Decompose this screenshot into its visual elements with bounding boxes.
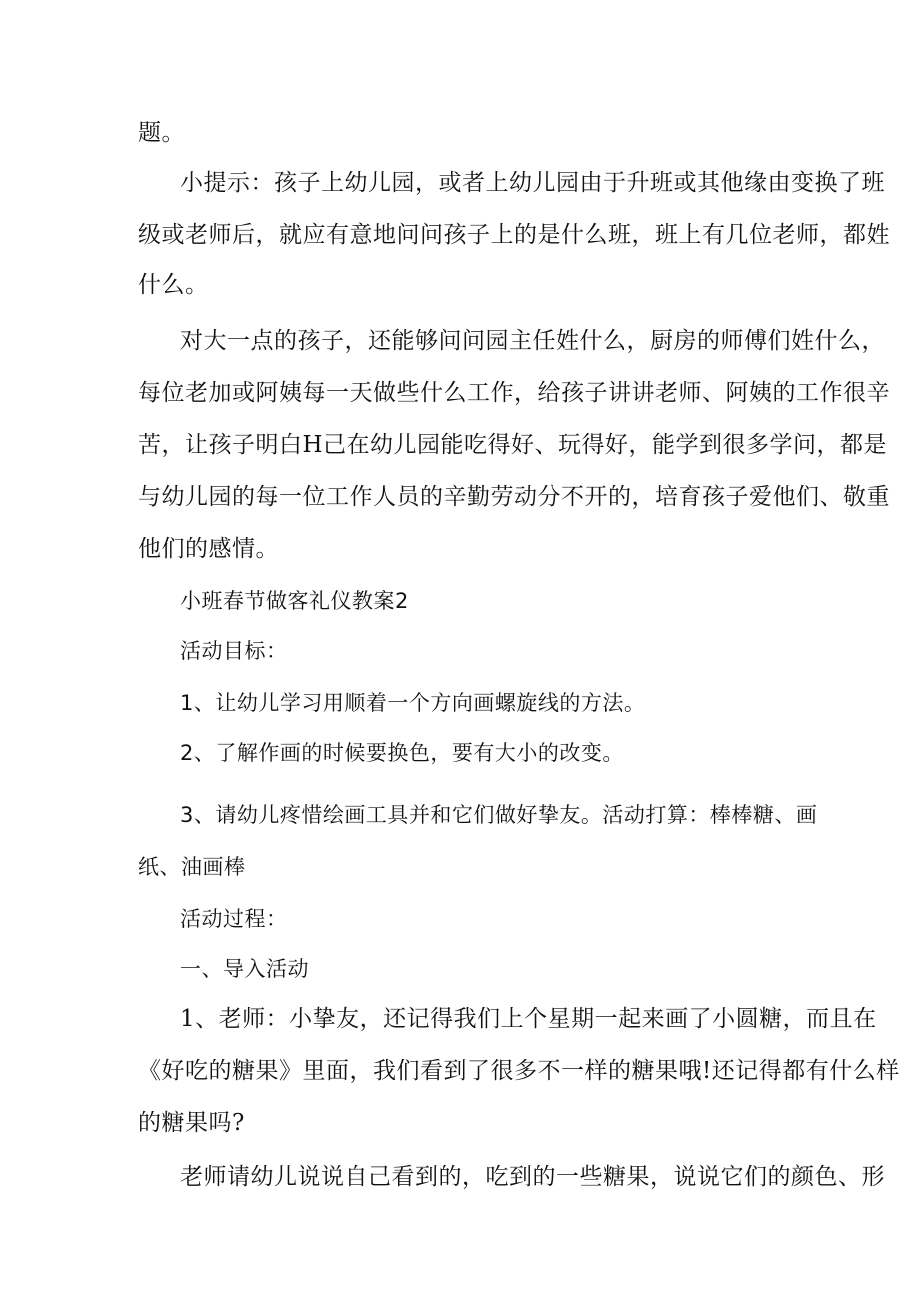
step-heading-1: 一、导入活动 [180,957,309,981]
text-line-4: 什么。 [138,272,209,298]
text-line-2: 小提示：孩子上幼儿园，或者上幼儿园由于升班或其他缘由变换了班 [180,170,885,196]
text-line-18: 1、老师：小挚友，还记得我们上个星期一起来画了小圆糖，而且在 [180,1006,877,1032]
text-line-3: 级或老师后，就应有意地问问孩子上的是什么班，班上有几位老师，都姓 [138,222,890,248]
text-line-19: 《好吃的糖果》里面，我们看到了很多不一样的糖果哦!还记得都有什么样 [138,1058,900,1084]
section-heading: 小班春节做客礼仪教案2 [180,589,409,613]
text-line-6: 每位老加或阿姨每一天做些什么工作，给孩子讲讲老师、阿姨的工作很辛 [138,380,890,406]
text-line-20: 的糖果吗? [138,1110,245,1136]
text-line-5: 对大一点的孩子，还能够问问园主任姓什么，厨房的师傅们姓什么， [180,328,885,354]
text-line-9: 他们的感情。 [138,536,279,562]
goal-item-3-cont: 纸、油画棒 [138,855,246,879]
text-line-1: 题。 [138,120,185,146]
goal-item-2: 2、了解作画的时候要换色，要有大小的改变。 [180,741,624,765]
activity-goals-label: 活动目标： [180,639,288,663]
goal-item-1: 1、让幼儿学习用顺着一个方向画螺旋线的方法。 [180,691,646,715]
text-line-7: 苦，让孩子明白H己在幼儿园能吃得好、玩得好，能学到很多学问，都是 [138,432,888,458]
goal-item-3: 3、请幼儿疼惜绘画工具并和它们做好挚友。活动打算：棒棒糖、画 [180,803,818,827]
text-line-8: 与幼儿园的每一位工作人员的辛勤劳动分不开的，培育孩子爱他们、敬重 [138,484,890,510]
text-line-21: 老师请幼儿说说自己看到的，吃到的一些糖果，说说它们的颜色、形 [180,1164,885,1190]
activity-process-label: 活动过程： [180,907,288,931]
